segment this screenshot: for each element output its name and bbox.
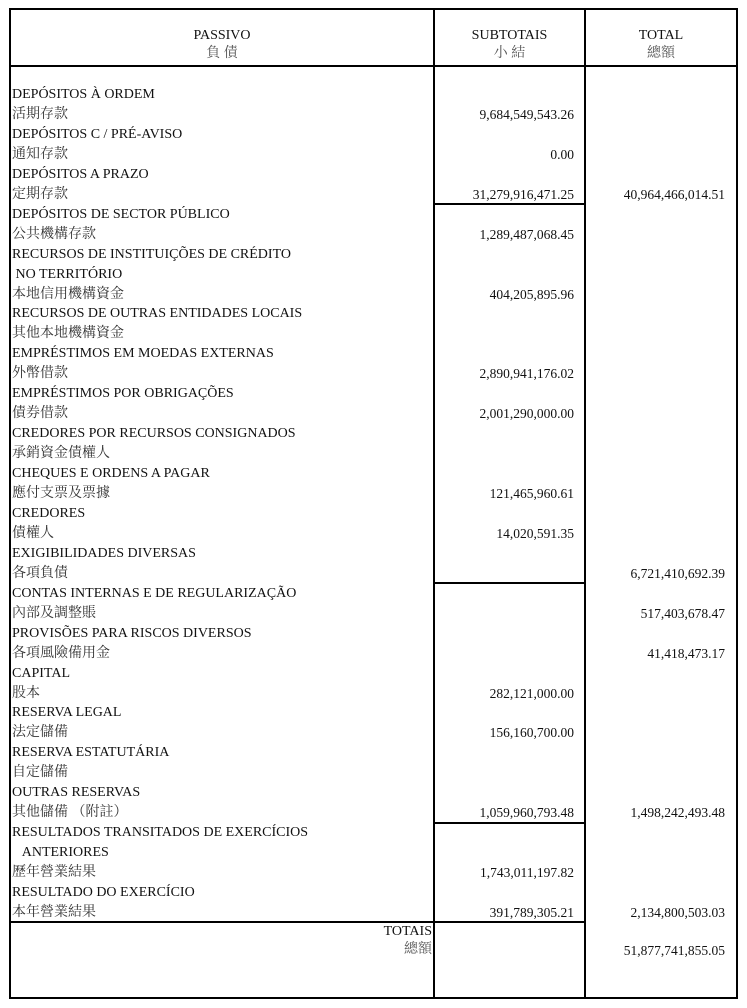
table-row bbox=[12, 145, 737, 165]
row-label: 其他本地機構資金 bbox=[12, 326, 124, 342]
row-label: 本年營業結果 bbox=[12, 904, 96, 920]
row-subtotal: 9,684,549,543.26 bbox=[479, 106, 574, 122]
row-label: DEPÓSITOS À ORDEM bbox=[12, 87, 155, 102]
table-row bbox=[12, 404, 737, 424]
table-row bbox=[12, 883, 737, 903]
row-label: CREDORES POR RECURSOS CONSIGNADOS bbox=[12, 426, 296, 442]
row-label: EMPRÉSTIMOS EM MOEDAS EXTERNAS bbox=[12, 346, 274, 362]
row-subtotal: 1,059,960,793.48 bbox=[479, 805, 574, 821]
table-row bbox=[12, 604, 737, 624]
row-label: DEPÓSITOS C / PRÉ-AVISO bbox=[12, 126, 183, 142]
row-label: RESULTADOS TRANSITADOS DE EXERCÍCIOS bbox=[12, 825, 309, 841]
header-subtotais bbox=[435, 27, 584, 63]
table-row bbox=[12, 304, 737, 324]
row-label: 承銷資金債權人 bbox=[12, 446, 110, 462]
header-subtotais-zh: 小 結 bbox=[493, 46, 526, 61]
table-row bbox=[12, 384, 737, 404]
table-row bbox=[12, 684, 737, 704]
table-row bbox=[12, 584, 737, 604]
row-label: RECURSOS DE INSTITUIÇÕES DE CRÉDITO bbox=[12, 246, 291, 262]
row-label: PROVISÕES PARA RISCOS DIVERSOS bbox=[12, 625, 252, 641]
table-row bbox=[12, 743, 737, 763]
table-row bbox=[12, 165, 737, 185]
table-row bbox=[12, 185, 737, 205]
table-row bbox=[12, 803, 737, 823]
table-row bbox=[12, 344, 737, 364]
table-row bbox=[12, 783, 737, 803]
row-label: 債券借款 bbox=[12, 406, 68, 422]
row-label: 活期存款 bbox=[12, 106, 68, 122]
table-row bbox=[12, 843, 737, 863]
row-subtotal: 14,020,591.35 bbox=[496, 525, 574, 541]
table-row bbox=[12, 225, 737, 245]
header-subtotais-pt: SUBTOTAIS bbox=[471, 28, 548, 43]
table-row bbox=[12, 125, 737, 145]
table-row bbox=[12, 763, 737, 783]
row-label: RESULTADO DO EXERCÍCIO bbox=[12, 885, 195, 900]
table-row bbox=[12, 424, 737, 444]
row-subtotal: 121,465,960.61 bbox=[489, 486, 574, 501]
row-label: 通知存款 bbox=[12, 146, 68, 162]
row-label: 其他儲備 （附註） bbox=[12, 805, 128, 821]
header-total-pt: TOTAL bbox=[638, 28, 684, 43]
table-row bbox=[12, 464, 737, 484]
table-row bbox=[12, 664, 737, 684]
table-row bbox=[12, 444, 737, 464]
row-label: 各項負債 bbox=[12, 565, 68, 581]
row-subtotal: 2,001,290,000.00 bbox=[479, 406, 574, 422]
row-label: 債權人 bbox=[12, 525, 54, 541]
row-label: ANTERIORES bbox=[12, 845, 109, 861]
totais-label: TOTAIS bbox=[383, 924, 432, 939]
header-total bbox=[586, 27, 736, 63]
table-row bbox=[12, 85, 737, 105]
table-row bbox=[12, 504, 737, 524]
row-total: 6,721,410,692.39 bbox=[630, 565, 725, 581]
table-row bbox=[12, 205, 737, 225]
table-row bbox=[12, 364, 737, 384]
row-subtotal: 1,289,487,068.45 bbox=[479, 226, 574, 242]
row-total: 517,403,678.47 bbox=[640, 605, 725, 621]
header-divider bbox=[9, 65, 738, 67]
row-label: NO TERRITÓRIO bbox=[12, 266, 123, 282]
row-label: CAPITAL bbox=[12, 665, 70, 681]
table-row bbox=[12, 564, 737, 584]
header-passivo bbox=[11, 27, 433, 63]
table-row bbox=[12, 903, 737, 923]
row-label: 定期存款 bbox=[12, 186, 68, 202]
table-row bbox=[12, 245, 737, 265]
table-row bbox=[12, 644, 737, 664]
row-subtotal: 1,743,011,197.82 bbox=[480, 865, 574, 881]
table-row bbox=[12, 703, 737, 723]
table-row bbox=[12, 484, 737, 504]
header-total-zh: 總額 bbox=[647, 46, 675, 61]
totais-label-zh: 總額 bbox=[404, 942, 432, 957]
table-row bbox=[12, 863, 737, 883]
row-label: 股本 bbox=[12, 685, 40, 701]
row-label: 外幣借款 bbox=[12, 366, 68, 382]
table-row bbox=[12, 324, 737, 344]
row-label: 公共機構存款 bbox=[12, 226, 96, 242]
row-label: DEPÓSITOS DE SECTOR PÚBLICO bbox=[12, 206, 230, 222]
row-subtotal: 156,160,700.00 bbox=[489, 725, 574, 741]
row-label: 內部及調整賬 bbox=[12, 605, 96, 621]
row-label: CONTAS INTERNAS E DE REGULARIZAÇÃO bbox=[12, 585, 297, 601]
totais-value: 51,877,741,855.05 bbox=[623, 943, 725, 958]
row-label: 法定儲備 bbox=[12, 725, 68, 741]
row-label: 歷年營業結果 bbox=[12, 865, 96, 881]
row-label: 應付支票及票據 bbox=[12, 486, 110, 501]
table-row bbox=[12, 544, 737, 564]
row-label: 自定儲備 bbox=[12, 765, 68, 781]
header-passivo-pt: PASSIVO bbox=[193, 28, 251, 43]
table-row bbox=[12, 285, 737, 305]
row-label: 本地信用機構資金 bbox=[12, 286, 124, 302]
row-label: EXIGIBILIDADES DIVERSAS bbox=[12, 545, 196, 561]
table-row bbox=[12, 823, 737, 843]
row-label: CREDORES bbox=[12, 505, 86, 521]
row-label: RESERVA LEGAL bbox=[12, 705, 122, 721]
row-label: CHEQUES E ORDENS A PAGAR bbox=[12, 466, 210, 482]
row-subtotal: 404,205,895.96 bbox=[489, 286, 574, 302]
table-row bbox=[12, 265, 737, 285]
row-label: EMPRÉSTIMOS POR OBRIGAÇÕES bbox=[12, 386, 234, 402]
table-row bbox=[12, 524, 737, 544]
row-label: OUTRAS RESERVAS bbox=[12, 785, 141, 801]
row-subtotal: 282,121,000.00 bbox=[489, 685, 574, 701]
row-total: 40,964,466,014.51 bbox=[623, 186, 725, 202]
row-subtotal: 0.00 bbox=[550, 146, 574, 162]
row-total: 1,498,242,493.48 bbox=[630, 805, 725, 821]
table-row bbox=[12, 105, 737, 125]
totais-row bbox=[12, 941, 737, 961]
table-row bbox=[12, 723, 737, 743]
row-subtotal: 2,890,941,176.02 bbox=[479, 366, 574, 382]
row-total: 2,134,800,503.03 bbox=[630, 904, 725, 920]
header-passivo-zh: 負 債 bbox=[206, 46, 238, 61]
row-subtotal: 31,279,916,471.25 bbox=[472, 186, 574, 202]
row-label: DEPÓSITOS A PRAZO bbox=[12, 166, 149, 182]
table-row bbox=[12, 624, 737, 644]
row-label: 各項風險備用金 bbox=[12, 645, 110, 661]
row-subtotal: 391,789,305.21 bbox=[489, 904, 574, 920]
row-label: RECURSOS DE OUTRAS ENTIDADES LOCAIS bbox=[12, 306, 303, 322]
row-label: RESERVA ESTATUTÁRIA bbox=[12, 745, 170, 761]
row-total: 41,418,473.17 bbox=[647, 645, 725, 661]
